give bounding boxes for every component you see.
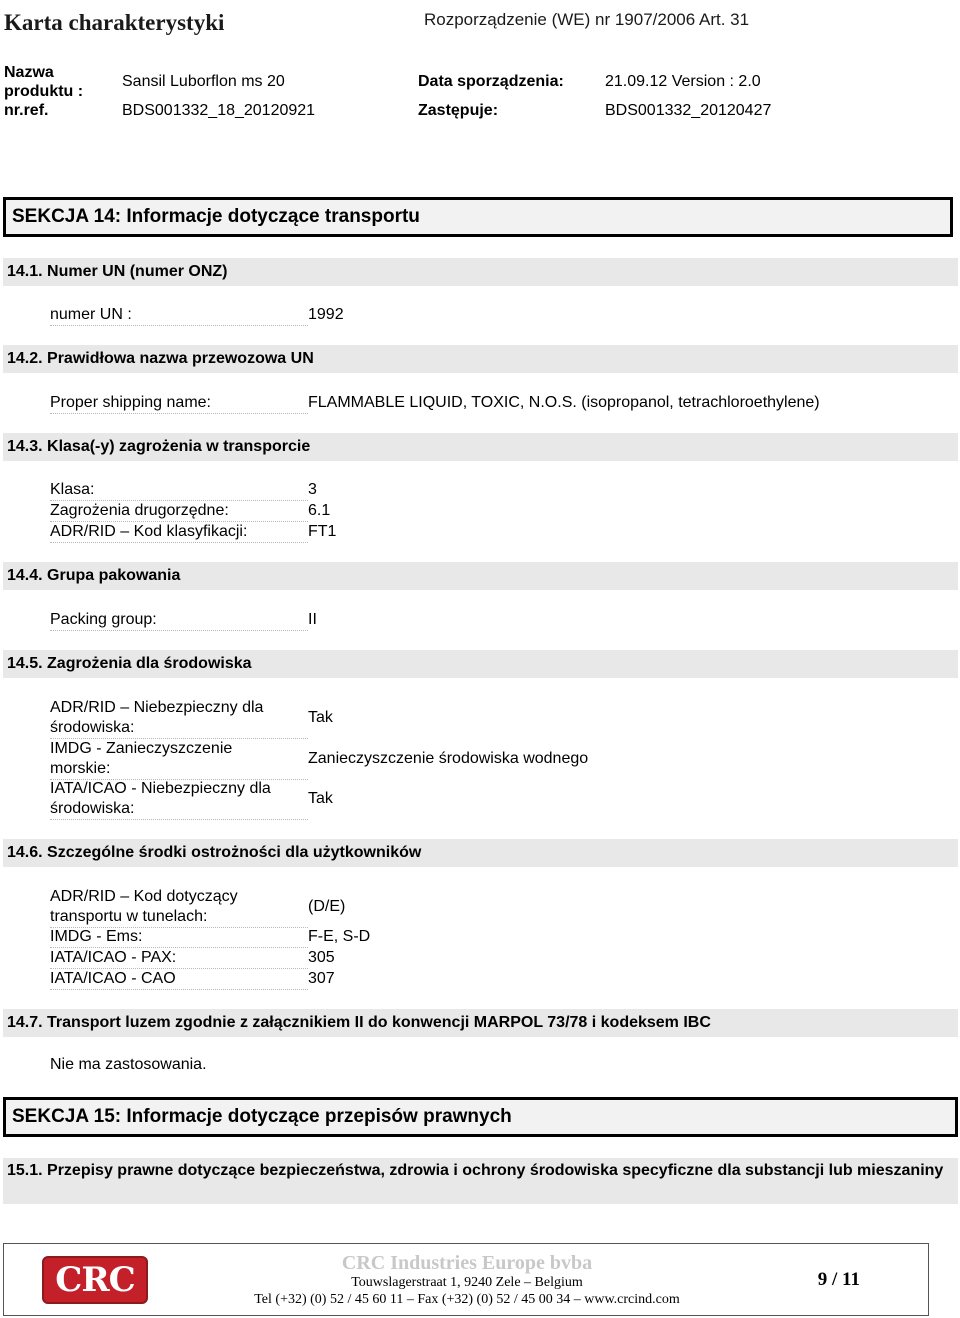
env-imdg-label-line2: morskie: (50, 759, 308, 780)
subsection-14-1-heading: 14.1. Numer UN (numer ONZ) (3, 258, 958, 286)
secondary-hazard-label: Zagrożenia drugorzędne: (50, 501, 308, 522)
env-iata-value: Tak (308, 790, 333, 807)
iata-pax-value: 305 (308, 949, 335, 966)
date-value: 21.09.12 Version : 2.0 (605, 73, 761, 90)
section-14-heading: SEKCJA 14: Informacje dotyczące transportu (3, 197, 953, 237)
packing-group-label: Packing group: (50, 610, 308, 631)
subsection-14-3-heading: 14.3. Klasa(-y) zagrożenia w transporcie (3, 433, 958, 461)
un-number-label: numer UN : (50, 305, 308, 326)
imdg-ems-value: F-E, S-D (308, 928, 371, 945)
product-label-line1: Nazwa (4, 64, 54, 81)
product-name: Sansil Luborflon ms 20 (122, 73, 285, 90)
subsection-14-4-heading: 14.4. Grupa pakowania (3, 562, 958, 590)
iata-cao-value: 307 (308, 970, 335, 987)
product-label-line2: produktu : (4, 83, 84, 100)
date-label: Data sporządzenia: (418, 73, 564, 90)
marpol-text: Nie ma zastosowania. (50, 1056, 207, 1073)
shipping-name-value: FLAMMABLE LIQUID, TOXIC, N.O.S. (isopropanol, tetrachloroethylene) (308, 394, 820, 411)
subsection-15-1-heading: 15.1. Przepisy prawne dotyczące bezpieczeństwa, zdrowia i ochrony środowiska specyficzne dla substancji lub mieszaniny (3, 1158, 958, 1204)
class-label: Klasa: (50, 480, 308, 501)
env-adr-label-line2: środowiska: (50, 718, 308, 739)
ref-value: BDS001332_18_20120921 (122, 102, 316, 119)
secondary-hazard-value: 6.1 (308, 502, 331, 519)
tunnel-code-value: (D/E) (308, 898, 346, 915)
un-number-value: 1992 (308, 306, 344, 323)
classification-code-value: FT1 (308, 523, 337, 540)
env-adr-label-line1: ADR/RID – Niebezpieczny dla (50, 699, 264, 716)
shipping-name-label: Proper shipping name: (50, 393, 308, 414)
iata-pax-label: IATA/ICAO - PAX: (50, 948, 308, 969)
subsection-14-2-heading: 14.2. Prawidłowa nazwa przewozowa UN (3, 345, 958, 373)
classification-code-label: ADR/RID – Kod klasyfikacji: (50, 522, 308, 543)
supersedes-value: BDS001332_20120427 (605, 102, 772, 119)
env-iata-label-line1: IATA/ICAO - Niebezpieczny dla (50, 780, 271, 797)
subsection-14-6-heading: 14.6. Szczególne środki ostrożności dla użytkowników (3, 839, 958, 867)
crc-logo-text: CRC (55, 1260, 135, 1300)
tunnel-code-label-line1: ADR/RID – Kod dotyczący (50, 888, 238, 905)
page-number: 9 / 11 (817, 1269, 860, 1290)
page-footer (3, 1243, 929, 1316)
env-imdg-value: Zanieczyszczenie środowiska wodnego (308, 750, 589, 767)
env-imdg-label-line1: IMDG - Zanieczyszczenie (50, 740, 233, 757)
subsection-14-5-heading: 14.5. Zagrożenia dla środowiska (3, 650, 958, 678)
env-adr-value: Tak (308, 709, 333, 726)
company-name: CRC Industries Europe bvba (341, 1252, 593, 1274)
company-address: Touwslagerstraat 1, 9240 Zele – Belgium (351, 1275, 583, 1290)
class-value: 3 (308, 481, 317, 498)
env-iata-label-line2: środowiska: (50, 799, 308, 820)
packing-group-value: II (308, 611, 317, 628)
iata-cao-label: IATA/ICAO - CAO (50, 969, 308, 990)
company-contact: Tel (+32) (0) 52 / 45 60 11 – Fax (+32) (0) 52 / 45 00 34 – www.crcind.com (254, 1292, 680, 1307)
supersedes-label: Zastępuje: (418, 102, 499, 119)
ref-label: nr.ref. (4, 102, 49, 119)
document-title: Karta charakterystyki (4, 10, 225, 35)
subsection-14-7-heading: 14.7. Transport luzem zgodnie z załącznikiem II do konwencji MARPOL 73/78 i kodeksem IBC (3, 1009, 958, 1037)
regulation-reference: Rozporządzenie (WE) nr 1907/2006 Art. 31 (424, 10, 750, 29)
tunnel-code-label-line2: transportu w tunelach: (50, 907, 308, 928)
imdg-ems-label: IMDG - Ems: (50, 927, 308, 948)
section-15-heading: SEKCJA 15: Informacje dotyczące przepisów prawnych (3, 1097, 958, 1137)
